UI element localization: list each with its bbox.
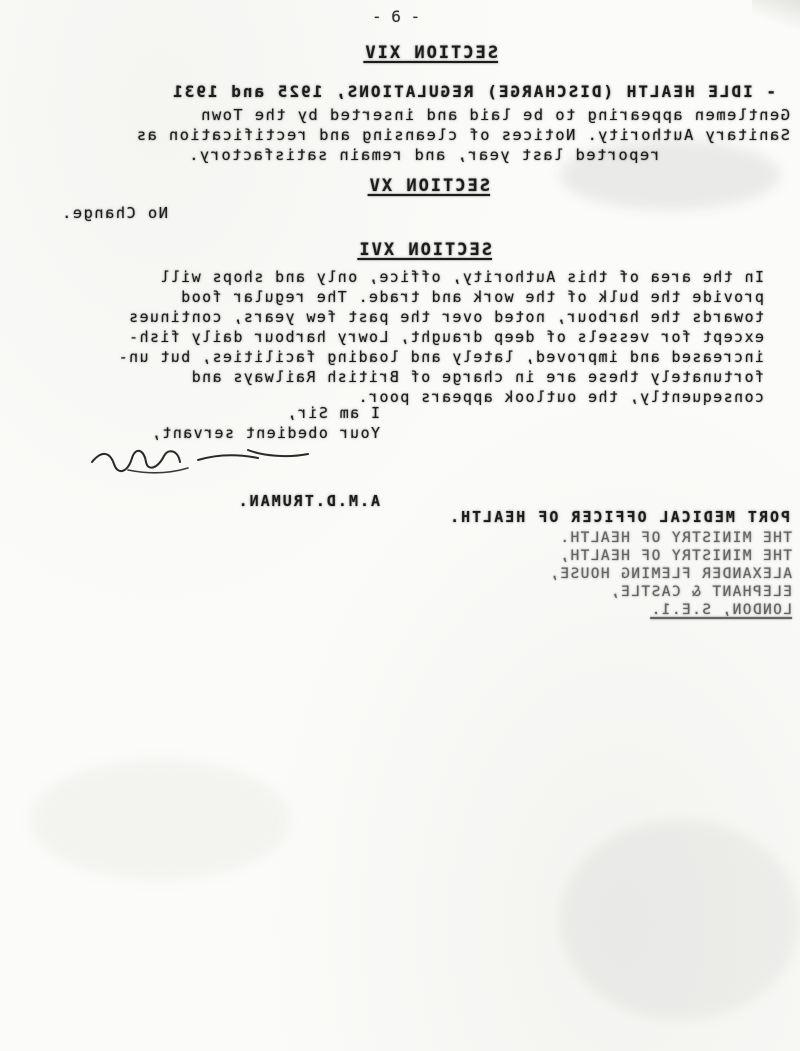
body-line: except for vessels of deep draught, Lowry harbour daily fish- — [127, 328, 764, 346]
section-heading: SECTION XIV — [363, 43, 498, 63]
address-line: LONDON, S.E.1. — [650, 602, 792, 618]
body-line: fortunately these are in charge of British Railways and — [190, 368, 764, 386]
address-line: THE MINISTRY OF HEALTH, — [559, 548, 792, 564]
body-line: reported last year, and remain satisfactory. — [187, 146, 660, 164]
paper-smudge — [560, 820, 800, 1020]
paper-smudge — [30, 760, 290, 880]
address-line: ALEXANDER FLEMING HOUSE, — [548, 566, 792, 582]
closing-line: I am Sir, — [286, 404, 380, 422]
address-line: ELEPHANT & CASTLE, — [609, 584, 792, 600]
body-line: consequently, the outlook appears poor. — [357, 388, 764, 406]
signatory-title: PORT MEDICAL OFFICER OF HEALTH. — [448, 508, 790, 526]
body-line: No Change. — [60, 204, 168, 222]
section-heading: SECTION XV — [367, 176, 490, 196]
body-line: Gentlemen appearing to be laid and inserted by the Town — [199, 106, 790, 124]
body-line: Sanitary Authority. Notices of cleansing and rectification as — [135, 126, 790, 144]
page-marker: - 6 - — [372, 7, 421, 26]
paper-smudge — [560, 140, 780, 210]
body-line: towards the harbour, noted over the past few years, continues — [127, 308, 764, 326]
body-line: increased and improved, lately and loading facilities, but un- — [117, 348, 764, 366]
body-line: provide the bulk of the work and trade. The regular food — [179, 288, 764, 306]
section-title: - IDLE HEALTH (DISCHARGE) REGULATIONS, 1925 and 1931 — [171, 82, 776, 101]
section-heading: SECTION XVI — [357, 240, 492, 260]
body-line: In the area of this Authority, office, only and shops will — [159, 268, 764, 286]
signatory-name: A.M.D.TRUMAN. — [236, 492, 380, 510]
handwritten-signature — [88, 432, 388, 480]
address-line: THE MINISTRY OF HEALTH. — [559, 530, 792, 546]
closing-line: Your obedient servant, — [150, 424, 380, 442]
